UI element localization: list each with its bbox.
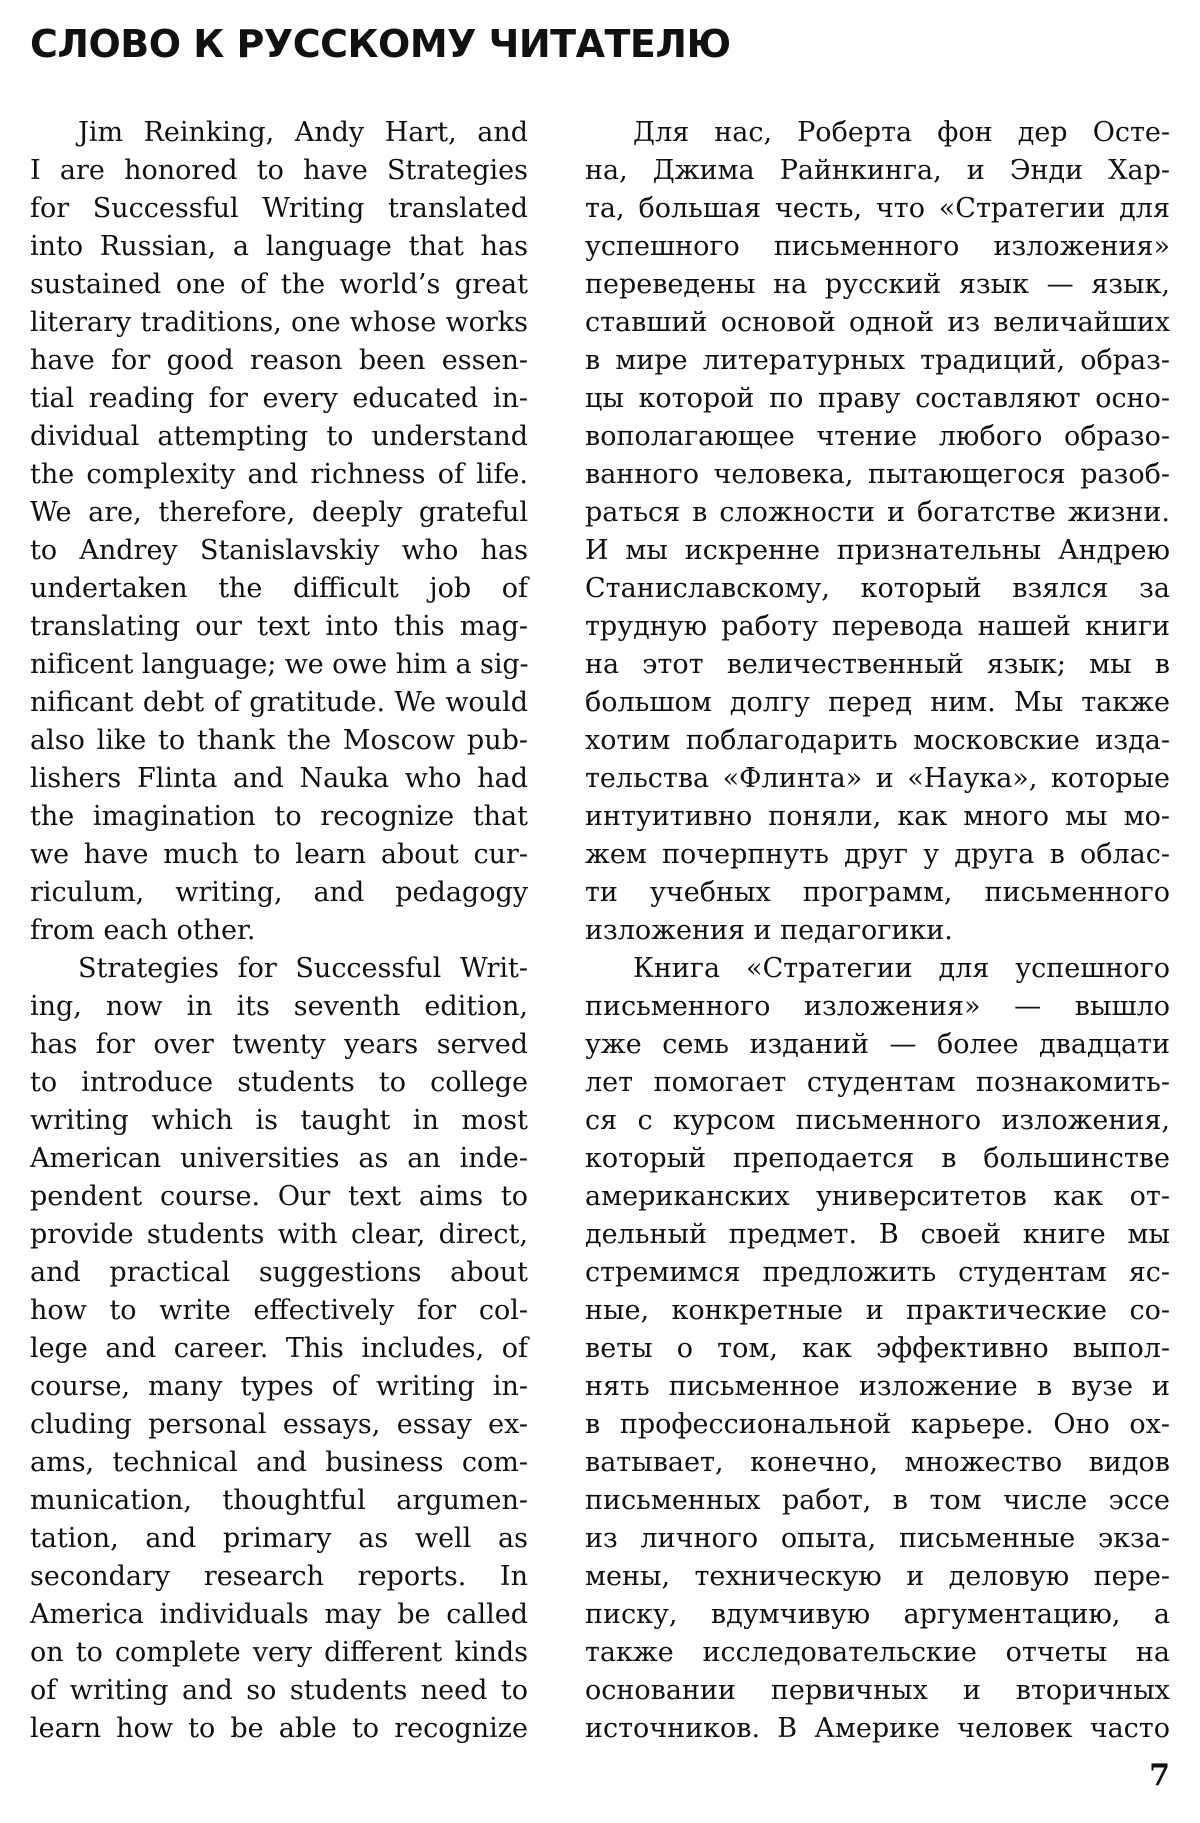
text-line: письменных работ, в том числе эссе (585, 1485, 1170, 1516)
text-line: sustained one of the world’s great (30, 269, 528, 300)
text-line: ing, now in its seventh edition, (30, 991, 528, 1022)
text-line: дельный предмет. В своей книге мы (585, 1219, 1170, 1250)
text-line: the complexity and richness of life. (30, 459, 528, 490)
text-line: to introduce students to college (30, 1067, 528, 1098)
text-line: стремимся предложить студентам яс- (585, 1257, 1170, 1288)
text-line: lishers Flinta and Nauka who had (30, 763, 528, 794)
text-line: American universities as an inde- (30, 1143, 528, 1174)
text-line: Для нас, Роберта фон дер Осте- (633, 117, 1170, 148)
text-line: нять письменное изложение в вузе и (585, 1371, 1170, 1402)
text-line: вополагающее чтение любого образо- (585, 421, 1170, 452)
text-line: интуитивно поняли, как много мы мо- (585, 801, 1170, 832)
text-line: источников. В Америке человек часто (585, 1713, 1170, 1744)
text-line: provide students with clear, direct, (30, 1219, 528, 1250)
text-line: на этот величественный язык; мы в (585, 649, 1170, 680)
text-line: nificent language; we owe him a sig- (30, 649, 529, 680)
text-line: secondary research reports. In (30, 1561, 528, 1592)
text-line: also like to thank the Moscow pub- (30, 725, 528, 756)
text-line: в мире литературных традиций, образ- (585, 345, 1170, 376)
text-line: хотим поблагодарить московские изда- (585, 725, 1170, 756)
text-line: munication, thoughtful argumen- (30, 1485, 528, 1516)
text-line: Jim Reinking, Andy Hart, and (78, 117, 528, 148)
page-title: СЛОВО К РУССКОМУ ЧИТАТЕЛЮ (30, 22, 731, 66)
text-line: веты о том, как эффективно выпол- (585, 1333, 1170, 1364)
text-line: how to write effectively for col- (30, 1295, 528, 1326)
text-line: nificant debt of gratitude. We would (30, 687, 528, 718)
text-line: writing which is taught in most (30, 1105, 528, 1136)
text-line: трудную работу перевода нашей книги (585, 611, 1170, 642)
text-line: pendent course. Our text aims to (30, 1181, 528, 1212)
text-line: ные, конкретные и практические со- (585, 1295, 1170, 1326)
text-line: Strategies for Successful Writ- (78, 953, 528, 984)
page-number: 7 (1149, 1758, 1170, 1793)
text-line: изложения и педагогики. (585, 915, 953, 946)
text-line: писку, вдумчивую аргументацию, а (585, 1599, 1170, 1630)
text-line: dividual attempting to understand (30, 421, 528, 452)
text-line: который преподается в большинстве (585, 1143, 1170, 1174)
text-line: ams, technical and business com- (30, 1447, 528, 1478)
text-line: тельства «Флинта» и «Наука», которые (585, 763, 1170, 794)
text-line: from each other. (30, 915, 256, 946)
text-line: I are honored to have Strategies (30, 155, 528, 186)
text-line: успешного письменного изложения» (585, 231, 1170, 262)
text-line: лет помогает студентам познакомить- (585, 1067, 1170, 1098)
text-line: We are, therefore, deeply grateful (30, 497, 528, 528)
text-line: translating our text into this mag- (30, 611, 528, 642)
text-line: из личного опыта, письменные экза- (585, 1523, 1170, 1554)
text-line: ватывает, конечно, множество видов (585, 1447, 1170, 1478)
text-line: on to complete very different kinds (30, 1637, 528, 1668)
text-line: Книга «Стратегии для успешного (633, 953, 1170, 984)
text-line: ся с курсом письменного изложения, (585, 1105, 1170, 1136)
text-line: ванного человека, пытающегося разоб- (585, 459, 1170, 490)
text-line: мены, техническую и деловую пере- (585, 1561, 1170, 1592)
text-line: tation, and primary as well as (30, 1523, 528, 1554)
text-line: have for good reason been essen- (30, 345, 528, 376)
text-line: та, большая честь, что «Стратегии для (585, 193, 1170, 224)
text-line: and practical suggestions about (30, 1257, 528, 1288)
text-line: course, many types of writing in- (30, 1371, 528, 1402)
text-line: раться в сложности и богатстве жизни. (585, 497, 1170, 528)
text-line: переведены на русский язык — язык, (585, 269, 1170, 300)
text-line: America individuals may be called (30, 1599, 528, 1630)
text-line: ставший основой одной из величайших (585, 307, 1170, 338)
text-line: literary traditions, one whose works (30, 307, 528, 338)
text-line: цы которой по праву составляют осно- (585, 383, 1170, 414)
text-line: большом долгу перед ним. Мы также (585, 687, 1170, 718)
text-line: the imagination to recognize that (30, 801, 528, 832)
text-line: we have much to learn about cur- (30, 839, 528, 870)
text-line: cluding personal essays, essay ex- (30, 1409, 528, 1440)
text-line: письменного изложения» — вышло (585, 991, 1170, 1022)
text-line: into Russian, a language that has (30, 231, 528, 262)
text-line: riculum, writing, and pedagogy (30, 877, 528, 908)
english-text-column (30, 114, 528, 1748)
text-line: of writing and so students need to (30, 1675, 528, 1706)
text-line: for Successful Writing translated (30, 193, 528, 224)
text-line: learn how to be able to recognize (30, 1713, 528, 1744)
text-line: также исследовательские отчеты на (585, 1637, 1170, 1668)
russian-text-column (585, 114, 1170, 1748)
text-line: уже семь изданий — более двадцати (585, 1029, 1170, 1060)
text-line: tial reading for every educated in- (30, 383, 528, 414)
text-line: ти учебных программ, письменного (585, 877, 1170, 908)
text-line: has for over twenty years served (30, 1029, 528, 1060)
text-line: Станиславскому, который взялся за (585, 573, 1170, 604)
text-line: в профессиональной карьере. Оно ох- (585, 1409, 1170, 1440)
text-line: жем почерпнуть друг у друга в облас- (585, 839, 1170, 870)
text-line: И мы искренне признательны Андрею (585, 535, 1170, 566)
text-line: lege and career. This includes, of (30, 1333, 528, 1364)
text-line: на, Джима Райнкинга, и Энди Хар- (585, 155, 1170, 186)
text-line: американских университетов как от- (585, 1181, 1170, 1212)
text-line: основании первичных и вторичных (585, 1675, 1170, 1706)
text-line: undertaken the difficult job of (30, 573, 528, 604)
text-line: to Andrey Stanislavskiy who has (30, 535, 528, 566)
